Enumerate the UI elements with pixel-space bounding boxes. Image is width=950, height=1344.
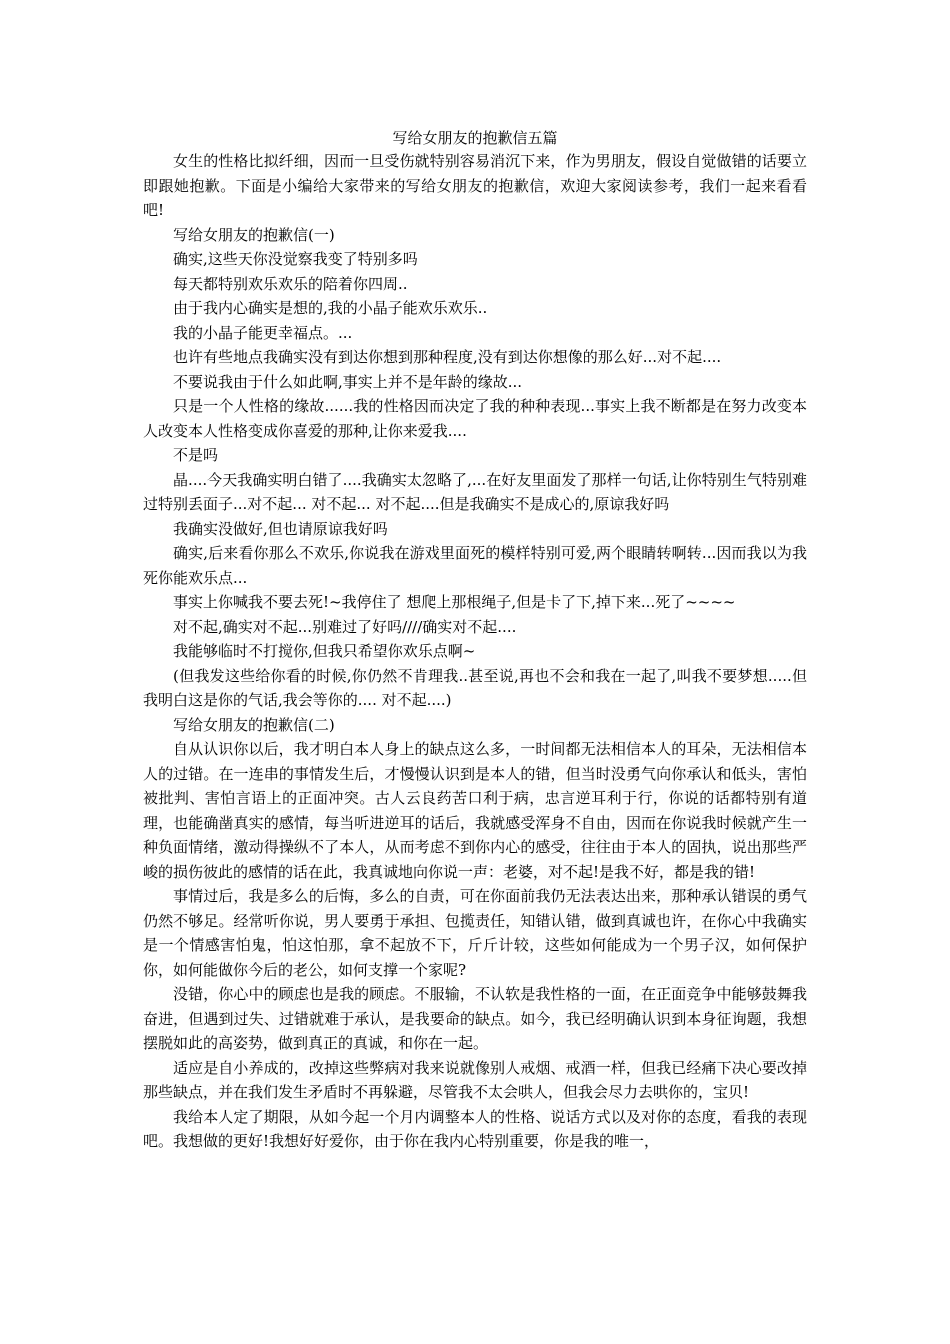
- paragraph: 没错，你心中的顾虑也是我的顾虑。不服输，不认软是我性格的一面，在正面竞争中能够鼓舞我奋进，但遇到过失、过错就难于承认，是我要命的缺点。如今，我已经明确认识到本身征询题，我想摆脱如此的高姿势，做到真正的真诚，和你在一起。: [143, 985, 807, 1052]
- paragraph: (但我发这些给你看的时候,你仍然不肯理我..甚至说,再也不会和我在一起了,叫我不要梦想.....但我明白这是你的气话,我会等你的.... 对不起....): [143, 666, 807, 709]
- paragraph: 我能够临时不打搅你,但我只希望你欢乐点啊~: [173, 642, 476, 660]
- paragraph: 写给女朋友的抱歉信(一): [173, 225, 335, 244]
- paragraph: 适应是自小养成的，改掉这些弊病对我来说就像别人戒烟、戒酒一样，但我已经痛下决心要改掉那些缺点，并在我们发生矛盾时不再躲避，尽管我不太会哄人，但我会尽力去哄你的，宝贝!: [143, 1058, 807, 1101]
- paragraph: 也许有些地点我确实没有到达你想到那种程度,没有到达你想像的那么好...对不起....: [173, 348, 722, 366]
- paragraph: 只是一个人性格的缘故......我的性格因而决定了我的种种表现...事实上我不断都是在努力改变本人改变本人性格变成你喜爱的那种,让你来爱我....: [143, 397, 807, 440]
- document-page: [143, 127, 807, 1154]
- paragraph: 女生的性格比拟纤细，因而一旦受伤就特别容易消沉下来，作为男朋友，假设自觉做错的话要立即跟她抱歉。下面是小编给大家带来的写给女朋友的抱歉信，欢迎大家阅读参考，我们一起来看看吧!: [143, 152, 807, 219]
- paragraph: 不是吗: [173, 446, 219, 464]
- paragraph: 我给本人定了期限，从如今起一个月内调整本人的性格、说话方式以及对你的态度，看我的表现吧。我想做的更好!我想好好爱你，由于你在我内心特别重要，你是我的唯一，: [143, 1107, 807, 1150]
- paragraph: 每天都特别欢乐欢乐的陪着你四周..: [173, 274, 408, 293]
- document-title: 写给女朋友的抱歉信五篇: [392, 129, 558, 147]
- paragraph: 晶....今天我确实明白错了....我确实太忽略了,...在好友里面发了那样一句话,让你特别生气特别难过特别丢面子...对不起... 对不起... 对不起....但是我确实不是成心的,原谅我好吗: [143, 470, 807, 513]
- paragraph: 对不起,确实对不起...别难过了好吗////确实对不起....: [173, 617, 517, 636]
- paragraph: 事实上你喊我不要去死!~我停住了 想爬上那根绳子,但是卡了下,掉下来...死了~~~~: [173, 593, 736, 611]
- paragraph: 确实,后来看你那么不欢乐,你说我在游戏里面死的模样特别可爱,两个眼睛转啊转...因而我以为我死你能欢乐点...: [143, 544, 807, 587]
- paragraph: 确实,这些天你没觉察我变了特别多吗: [173, 250, 418, 268]
- paragraph: 由于我内心确实是想的,我的小晶子能欢乐欢乐..: [173, 299, 488, 317]
- paragraph: 我确实没做好,但也请原谅我好吗: [173, 519, 388, 538]
- paragraph: 事情过后，我是多么的后悔，多么的自责，可在你面前我仍无法表达出来，那种承认错误的勇气仍然不够足。经常听你说，男人要勇于承担、包揽责任，知错认错，做到真诚也许，在你心中我确实是一个情感害怕鬼，怕这怕那，拿不起放不下，斤斤计较，这些如何能成为一个男子汉，如何保护你，如何能做你今后的老公，如何支撑一个家呢?: [143, 887, 807, 979]
- paragraph: 不要说我由于什么如此啊,事实上并不是年龄的缘故...: [173, 372, 523, 391]
- paragraph: 写给女朋友的抱歉信(二): [173, 715, 335, 734]
- document-body: [143, 149, 807, 1154]
- paragraph: 自从认识你以后，我才明白本人身上的缺点这么多，一时间都无法相信本人的耳朵，无法相信本人的过错。在一连串的事情发生后，才慢慢认识到是本人的错，但当时没勇气向你承认和低头，害怕被批判、害怕言语上的正面冲突。古人云良药苦口利于病，忠言逆耳利于行，你说的话都特别有道理，也能确凿真实的感情，每当听进逆耳的话后，我就感受浑身不自由，因而在你说我时候就产生一种负面情绪，激动得操纵不了本人，从而考虑不到你内心的感受，往往由于本人的固执，说出那些严峻的损伤彼此的感情的话在此，我真诚地向你说一声：老婆，对不起!是我不好，都是我的错!: [143, 740, 807, 881]
- paragraph: 我的小晶子能更幸福点。...: [173, 323, 353, 342]
